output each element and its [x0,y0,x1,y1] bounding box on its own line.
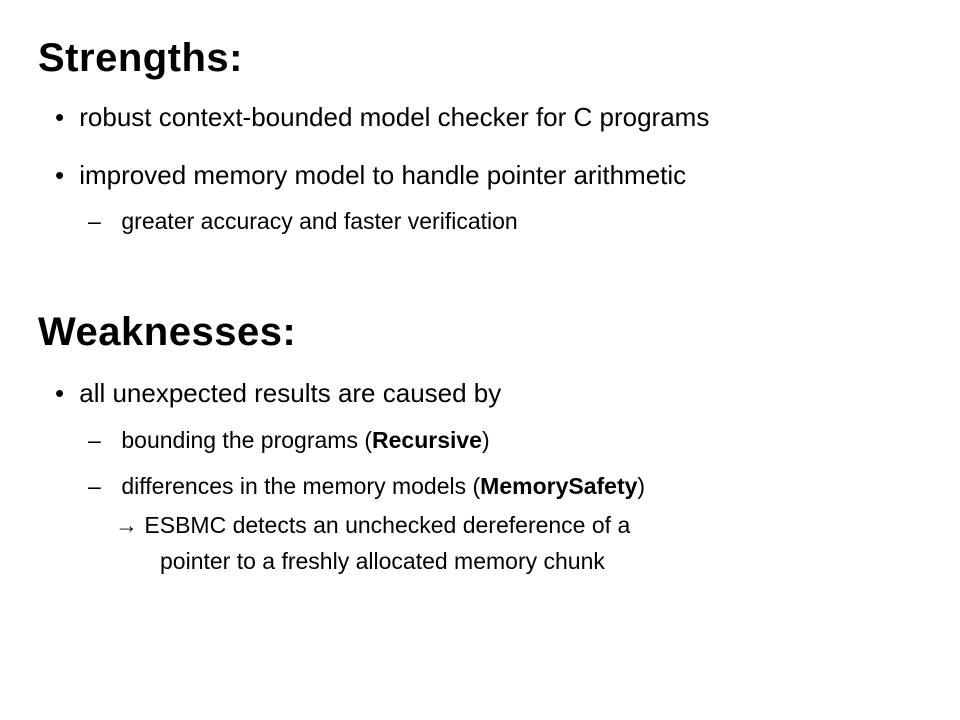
sub-item-after: ) [481,427,490,453]
sub-item-after: ) [637,473,646,499]
weakness-sub-item-1 [88,429,490,452]
weakness-bullet-1 [55,380,501,406]
weaknesses-heading: Weaknesses: [38,310,297,354]
bullet-text: all unexpected results are caused by [79,378,502,408]
strength-bullet-2 [55,162,686,188]
sub-item-before: bounding the programs ( [121,427,372,453]
sub-item-text: greater accuracy and faster verification [121,208,518,234]
sub-item-bold: MemorySafety [480,473,638,499]
dash-marker: – [88,427,101,453]
strengths-heading: Strengths: [38,36,243,80]
weakness-sub-item-2 [88,475,645,498]
sub-item-bold: Recursive [372,427,482,453]
bullet-text: robust context-bounded model checker for C programs [79,102,710,132]
dash-marker: – [88,208,101,234]
bullet-text: improved memory model to handle pointer arithmetic [79,160,687,190]
strength-sub-item-1 [88,210,518,233]
bullet-marker: • [55,102,65,132]
sub-item-before: differences in the memory models ( [121,473,481,499]
bullet-marker: • [55,160,65,190]
strength-bullet-1 [55,104,709,130]
dash-marker: – [88,473,101,499]
bullet-marker: • [55,378,65,408]
note-line-1: → ESBMC detects an unchecked dereference of a [115,512,631,538]
note-line-2: pointer to a freshly allocated memory chunk [160,548,605,574]
